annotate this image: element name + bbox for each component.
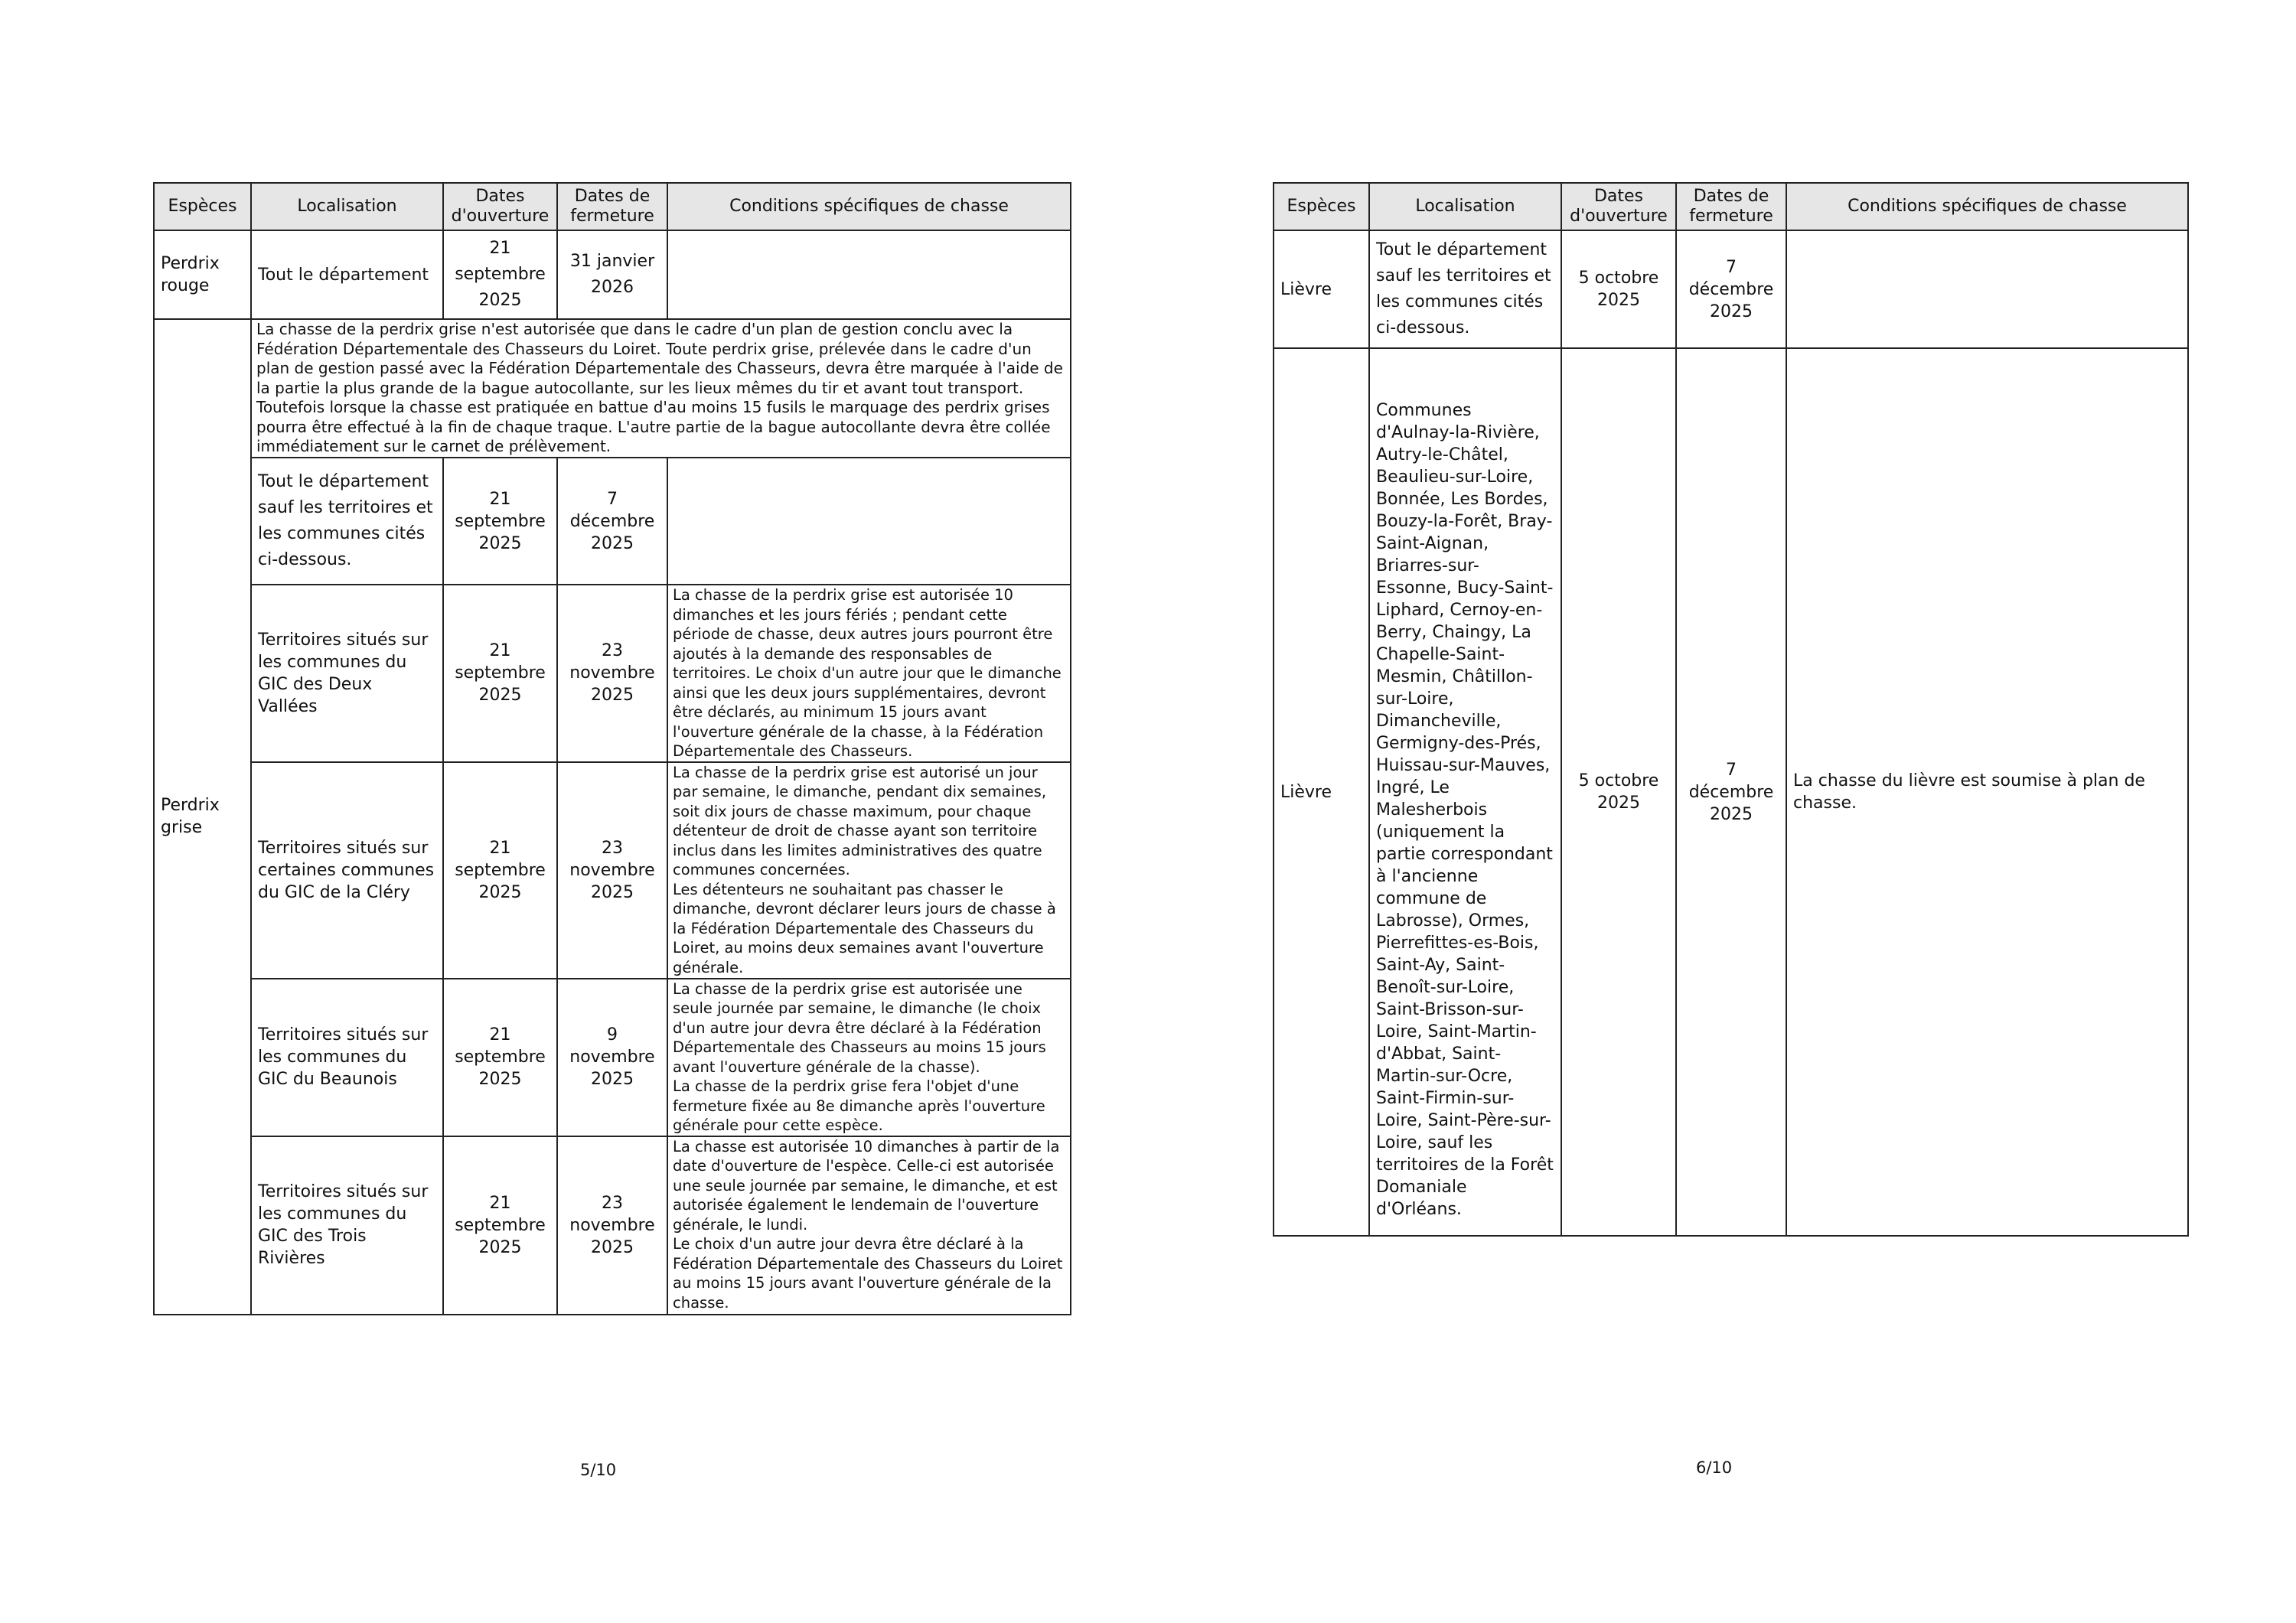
table-row [154,979,1071,1136]
header-conditions: Conditions spécifiques de chasse [667,183,1071,230]
ouverture-cell: 5 octobre 2025 [1561,230,1676,348]
conditions-cell: La chasse du lièvre est soumise à plan de chasse. [1786,348,2188,1236]
header-especes: Espèces [154,183,251,230]
espece-cell: Lièvre [1274,348,1369,1236]
fermeture-cell: 23 novembre 2025 [557,762,667,979]
fermeture-cell: 7 décembre 2025 [557,458,667,585]
table-header-row [1274,183,2188,230]
header-fermeture: Dates de fermeture [557,183,667,230]
header-localisation: Localisation [1369,183,1561,230]
table-row [154,458,1071,585]
fermeture-cell: 31 janvier 2026 [557,230,667,319]
localisation-cell: Territoires situés sur certaines communes du GIC de la Cléry [251,762,443,979]
conditions-cell: La chasse de la perdrix grise est autorisé un jour par semaine, le dimanche, pendant dix semaines, soit dix jours de chasse maximum, pour chaque détenteur de droit de chasse ayant son territoire inclus dans les limites administratives des quatre communes concernées. Les détenteurs ne souhaitant pas chasser le dimanche, devront déclarer leurs jours de chasse à la Fédération Départementale des Chasseurs du Loiret, au moins deux semaines avant l'ouverture générale. [667,762,1071,979]
ouverture-cell: 21 septembre 2025 [443,585,557,762]
espece-cell: Lièvre [1274,230,1369,348]
fermeture-cell: 23 novembre 2025 [557,585,667,762]
header-ouverture: Dates d'ouverture [1561,183,1676,230]
header-especes: Espèces [1274,183,1369,230]
localisation-cell: Territoires situés sur les communes du GIC du Beaunois [251,979,443,1136]
page-number: 6/10 [1696,1458,1733,1477]
ouverture-cell: 21 septembre 2025 [443,979,557,1136]
table-row [1274,230,2188,348]
header-localisation: Localisation [251,183,443,230]
ouverture-cell: 21 septembre 2025 [443,230,557,319]
table-row [154,585,1071,762]
header-ouverture: Dates d'ouverture [443,183,557,230]
ouverture-cell: 5 octobre 2025 [1561,348,1676,1236]
table-row [154,319,1071,458]
fermeture-cell: 9 novembre 2025 [557,979,667,1136]
conditions-cell [667,458,1071,585]
espece-cell: Perdrix grise [154,319,251,1315]
fermeture-cell: 7 décembre 2025 [1676,348,1786,1236]
ouverture-cell: 21 septembre 2025 [443,458,557,585]
conditions-cell: La chasse de la perdrix grise est autorisée une seule journée par semaine, le dimanche (le choix d'un autre jour devra être déclaré à la Fédération Départementale des Chasseurs au moins 15 jours avant l'ouverture générale de la chasse). La chasse de la perdrix grise fera l'objet d'une fermeture fixée au 8e dimanche après l'ouverture générale pour cette espèce. [667,979,1071,1136]
conditions-cell: La chasse de la perdrix grise est autorisée 10 dimanches et les jours fériés ; pendant cette période de chasse, deux autres jours pourront être ajoutés à la demande des responsables de territoires. Le choix d'un autre jour que le dimanche ainsi que les deux jours supplémentaires, devront être déclarés, au minimum 15 jours avant l'ouverture générale de la chasse, à la Fédération Départementale des Chasseurs. [667,585,1071,762]
table-row [154,1136,1071,1315]
page-number: 5/10 [580,1461,617,1479]
conditions-cell: La chasse est autorisée 10 dimanches à partir de la date d'ouverture de l'espèce. Celle-ci est autorisée une seule journée par semaine, le dimanche, et est autorisée également le lendemain de l'ouverture générale, le lundi. Le choix d'un autre jour devra être déclaré à la Fédération Départementale des Chasseurs du Loiret au moins 15 jours avant l'ouverture générale de la chasse. [667,1136,1071,1315]
localisation-cell: Territoires situés sur les communes du GIC des Deux Vallées [251,585,443,762]
header-conditions: Conditions spécifiques de chasse [1786,183,2188,230]
conditions-cell [667,230,1071,319]
localisation-cell: Tout le département sauf les territoires et les communes cités ci-dessous. [251,458,443,585]
fermeture-cell: 7 décembre 2025 [1676,230,1786,348]
table-page-5 [153,182,1071,1315]
localisation-cell: Tout le département sauf les territoires et les communes cités ci-dessous. [1369,230,1561,348]
localisation-cell: Tout le département [251,230,443,319]
table-row [154,762,1071,979]
table-header-row [154,183,1071,230]
ouverture-cell: 21 septembre 2025 [443,762,557,979]
table-row [154,230,1071,319]
localisation-cell: Communes d'Aulnay-la-Rivière, Autry-le-Châtel, Beaulieu-sur-Loire, Bonnée, Les Bordes, Bouzy-la-Forêt, Bray-Saint-Aignan, Briarres-sur-Essonne, Bucy-Saint-Liphard, Cernoy-en-Berry, Chaingy, La Chapelle-Saint-Mesmin, Châtillon-sur-Loire, Dimancheville, Germigny-des-Prés, Huissau-sur-Mauves, Ingré, Le Malesherbois (uniquement la partie correspondant à l'ancienne commune de Labrosse), Ormes, Pierrefittes-es-Bois, Saint-Ay, Saint-Benoît-sur-Loire, Saint-Brisson-sur-Loire, Saint-Martin-d'Abbat, Saint-Martin-sur-Ocre, Saint-Firmin-sur-Loire, Saint-Père-sur-Loire, sauf les territoires de la Forêt Domaniale d'Orléans. [1369,348,1561,1236]
header-fermeture: Dates de fermeture [1676,183,1786,230]
conditions-cell [1786,230,2188,348]
table-row [1274,348,2188,1236]
perdrix-grise-note: La chasse de la perdrix grise n'est autorisée que dans le cadre d'un plan de gestion conclu avec la Fédération Départementale des Chasseurs du Loiret. Toute perdrix grise, prélevée dans le cadre d'un plan de gestion passé avec la Fédération Départementale des Chasseurs, devra être marquée à l'aide de la partie la plus grande de la bague autocollante, sur les lieux mêmes du tir et avant tout transport. Toutefois lorsque la chasse est pratiquée en battue d'au moins 15 fusils le marquage des perdrix grises pourra être effectué à la fin de chaque traque. L'autre partie de la bague autocollante devra être collée immédiatement sur le carnet de prélèvement. [251,319,1071,458]
localisation-cell: Territoires situés sur les communes du GIC des Trois Rivières [251,1136,443,1315]
ouverture-cell: 21 septembre 2025 [443,1136,557,1315]
table-page-6 [1273,182,2189,1237]
espece-cell: Perdrix rouge [154,230,251,319]
fermeture-cell: 23 novembre 2025 [557,1136,667,1315]
